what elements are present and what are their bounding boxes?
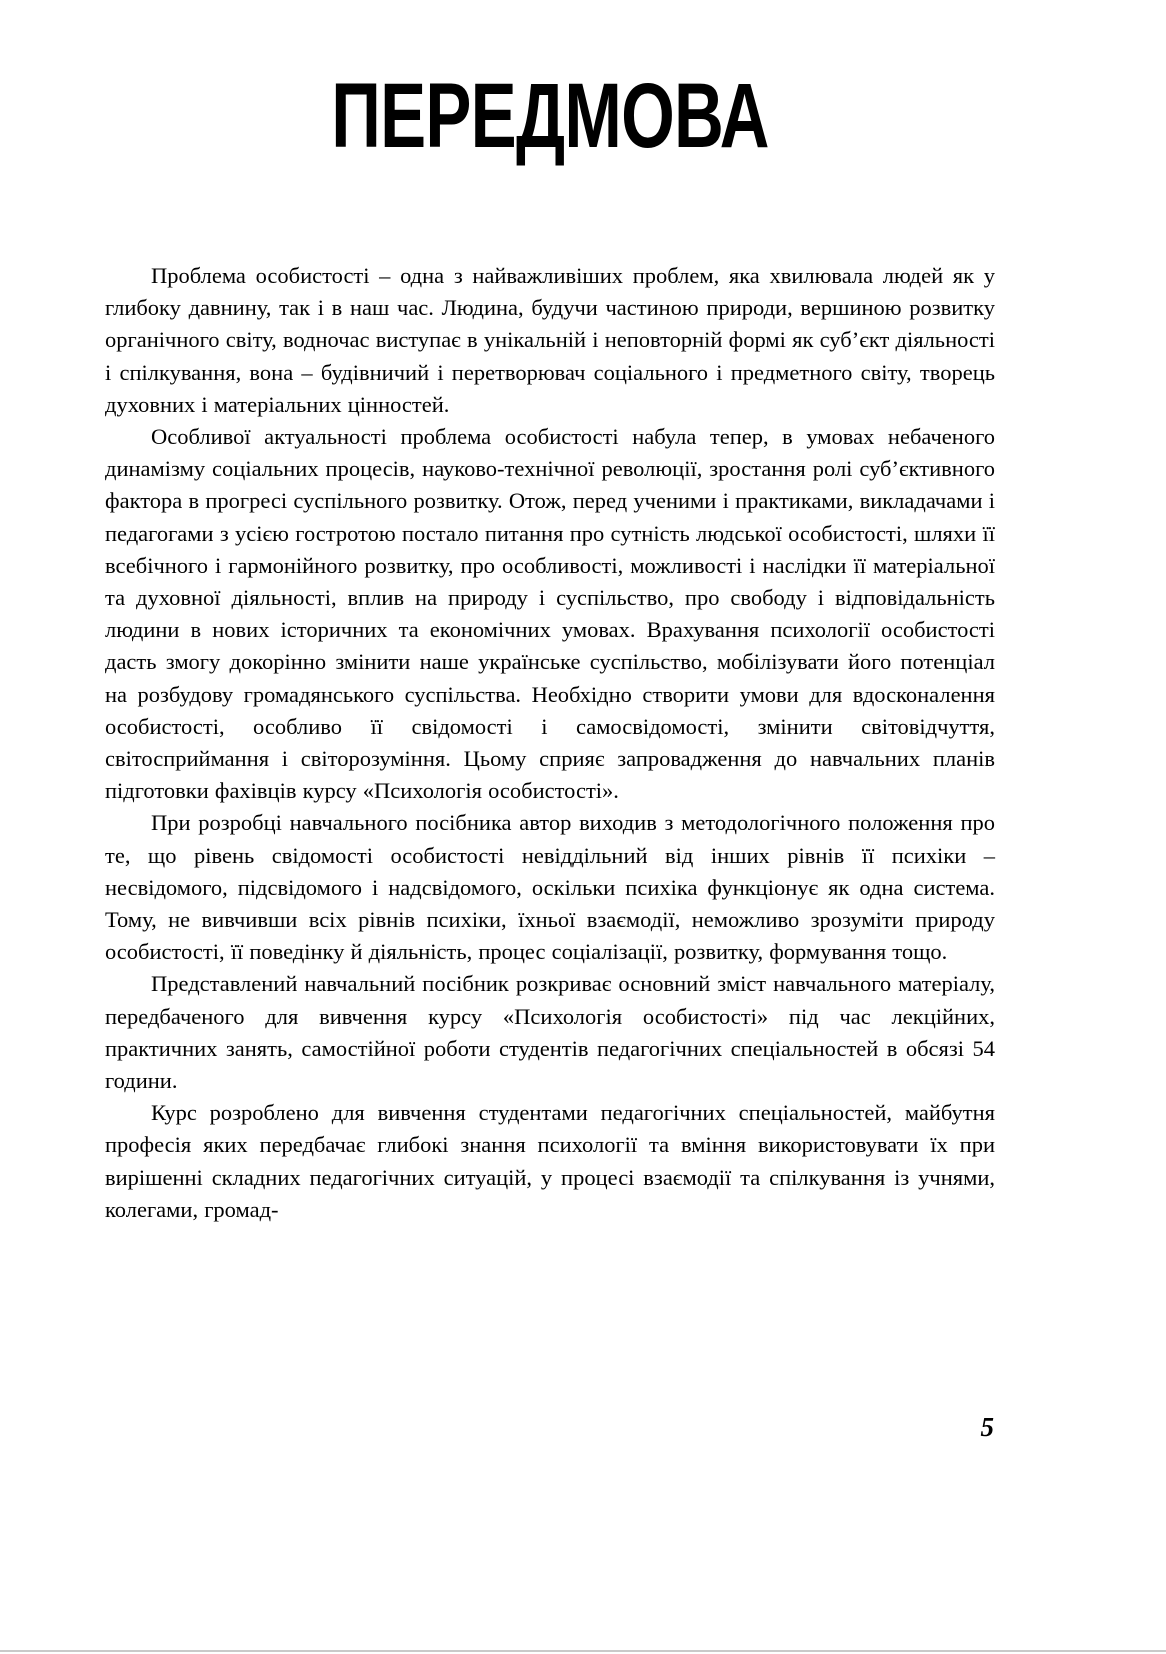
page-title: ПЕРЕДМОВА bbox=[331, 65, 769, 167]
paragraph-4: Представлений навчальний посібник розкриває основний зміст навчального матеріалу, передбаченого для вивчення курсу «Психологія особистості» під час лекційних, практичних занять, самостійної роботи студентів педагогічних спеціальностей в обсязі 54 години. bbox=[105, 971, 995, 1094]
paragraph-5: Курс розроблено для вивчення студентами педагогічних спеціальностей, майбутня професія яких передбачає глибокі знання психології та вміння використовувати їх при вирішенні складних педагогічних ситуацій, у процесі взаємодії та спілкування із учнями, колегами, громад- bbox=[105, 1100, 995, 1222]
paragraph-2: Особливої актуальності проблема особистості набула тепер, в умовах небаченого динамізму соціальних процесів, науково-технічної революції, зростання ролі суб’єктивного фактора в прогресі суспільного розвитку. Отож, перед ученими і практиками, викладачами і педагогами з усією гостротою постало питання про сутність людської особистості, шляхи її всебічного і гармонійного розвитку, про особливості, можливості і наслідки її матеріальної та духовної діяльності, вплив на природу і суспільство, про свободу і відповідальність людини в нових історичних та економічних умовах. Врахування психології особистості дасть змогу докорінно змінити наше українське суспільство, мобілізувати його потенціал на розбудову громадянського суспільства. Необхідно створити умови для вдосконалення особистості, особливо її свідомості і самосвідомості, змінити світовідчуття, світосприймання і світорозуміння. Цьому сприяє запровадження до навчальних планів підготовки фахівців курсу «Психологія особистості». bbox=[105, 424, 995, 804]
paragraph-1: Проблема особистості – одна з найважливіших проблем, яка хвилювала людей як у глибоку давнину, так і в наш час. Людина, будучи частиною природи, вершиною розвитку органічного світу, водночас виступає в унікальній і неповторній формі як суб’єкт діяльності і спілкування, вона – будівничий і перетворювач соціального і предметного світу, творець духовних і матеріальних цінностей. bbox=[105, 263, 995, 417]
page-number: 5 bbox=[980, 1412, 994, 1442]
paragraph-3: При розробці навчального посібника автор виходив з методологічного положення про те, що рівень свідомості особистості невіддільний від інших рівнів її психіки – несвідомого, підсвідомого і надсвідомого, оскільки психіка функціонує як одна система. Тому, не вивчивши всіх рівнів психіки, їхньої взаємодії, неможливо зрозуміти природу особистості, її поведінку й діяльність, процес соціалізації, розвитку, формування тощо. bbox=[105, 810, 995, 965]
text-column bbox=[105, 0, 995, 1226]
text-block bbox=[105, 260, 995, 1226]
page-edge-line bbox=[0, 1650, 1166, 1652]
